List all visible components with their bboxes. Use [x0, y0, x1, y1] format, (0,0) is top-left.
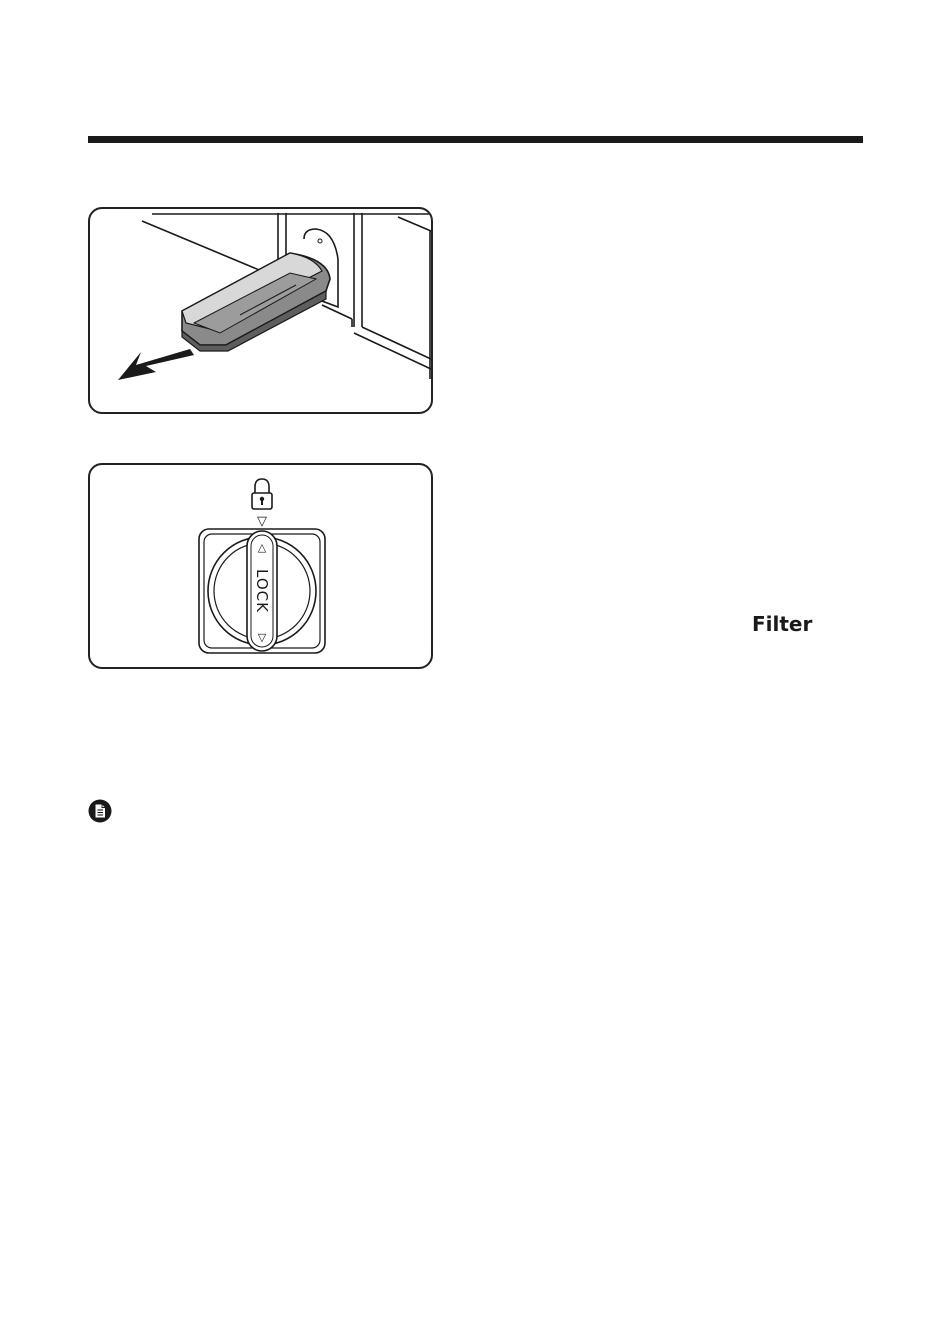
note-icon — [88, 799, 112, 823]
padlock-icon — [252, 479, 272, 509]
arrow-icon — [118, 349, 194, 380]
arrow-up-mark: △ — [257, 541, 267, 554]
arrow-down-mark: ▽ — [257, 631, 267, 644]
tray-illustration-panel — [88, 207, 433, 414]
lock-text: LOCK — [253, 569, 271, 613]
tray — [182, 253, 330, 351]
index-mark: ▽ — [257, 514, 267, 529]
header-rule — [88, 136, 863, 143]
lock-cap-illustration — [90, 465, 431, 667]
lock-illustration-panel — [88, 463, 433, 669]
tray-illustration — [90, 209, 431, 412]
filter-label: Filter — [752, 612, 813, 636]
